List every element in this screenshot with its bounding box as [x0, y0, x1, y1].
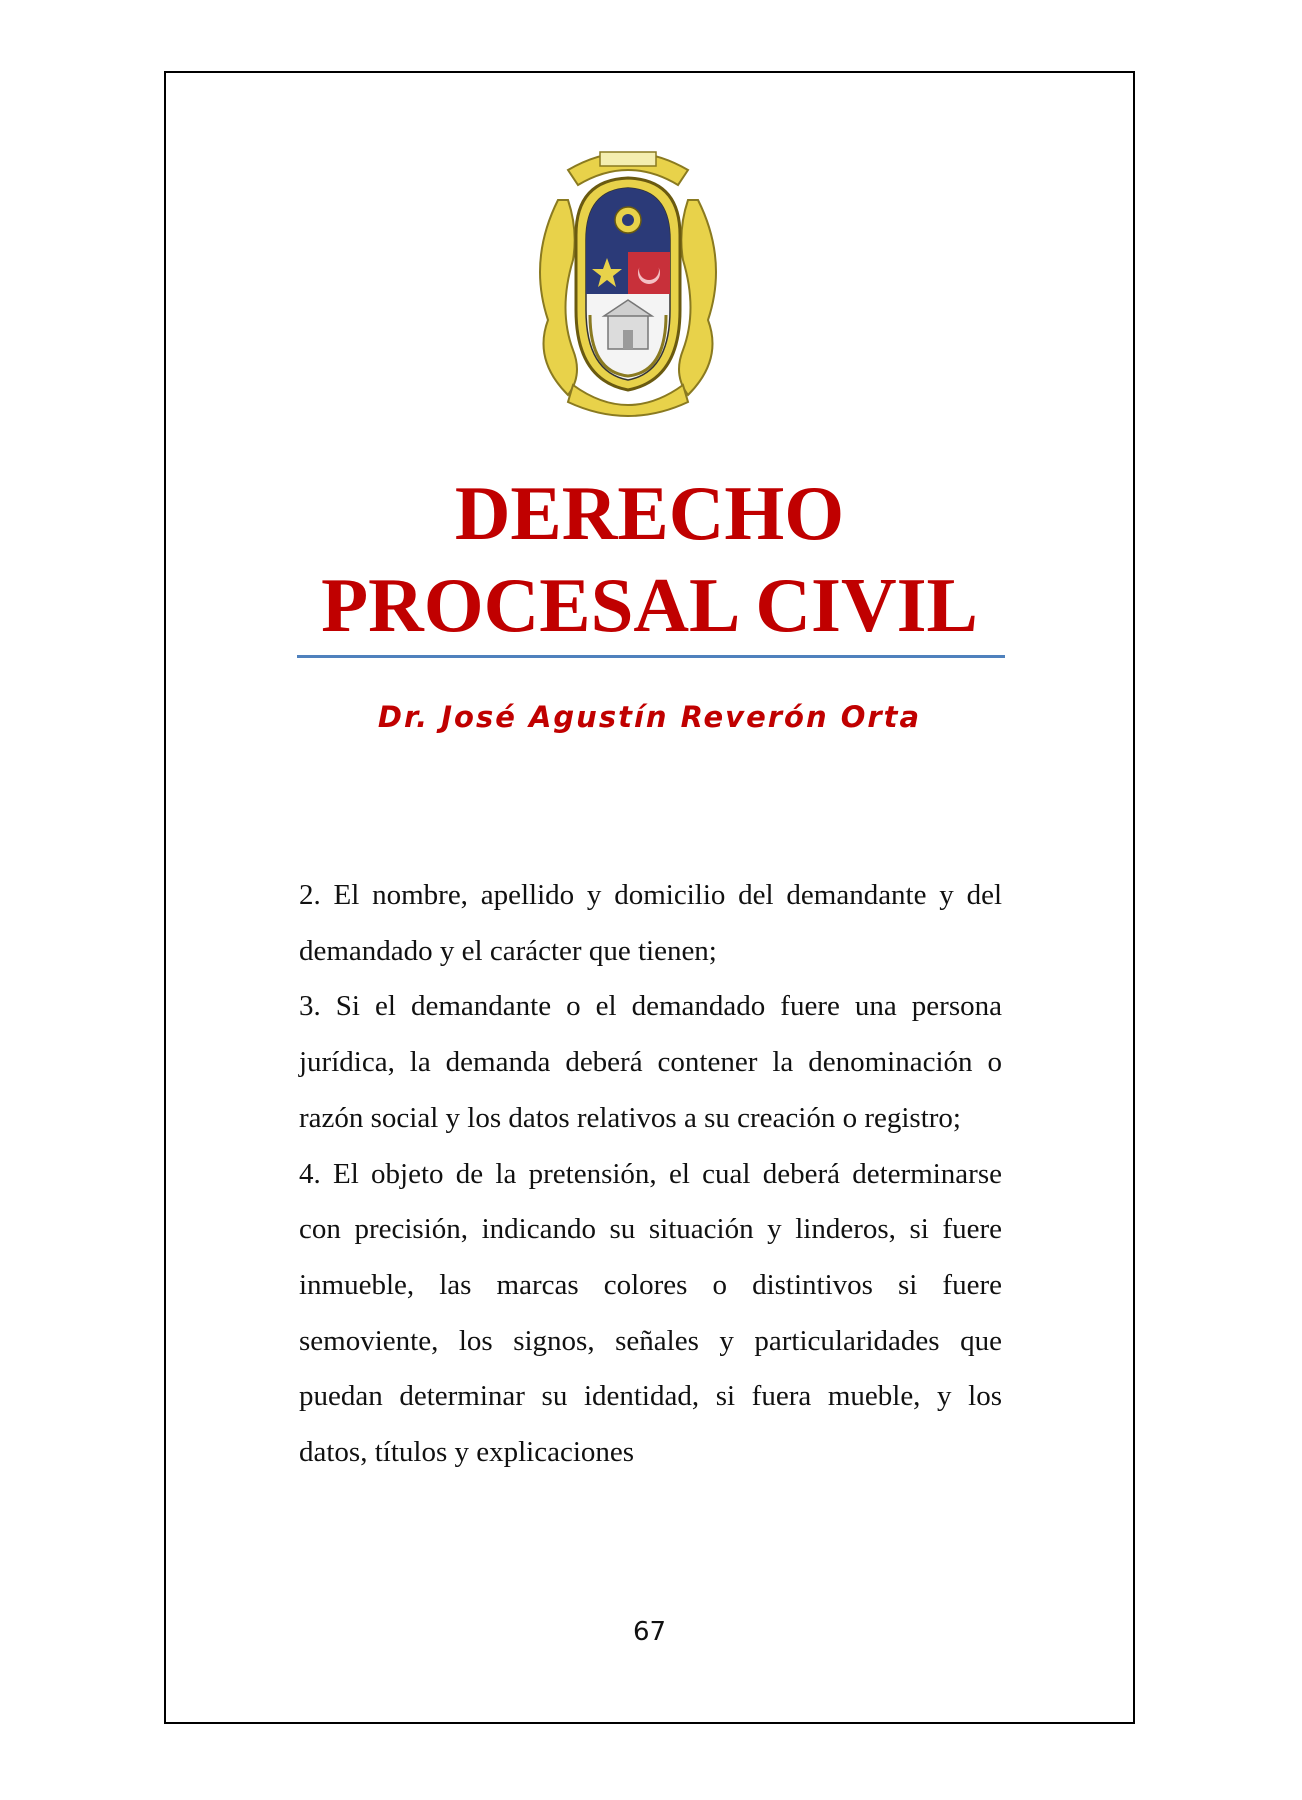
body-text — [299, 868, 1002, 1481]
paragraph-item-3: 3. Si el demandante o el demandado fuere una persona jurídica, la demanda deberá contener la denominación o razón social y los datos relativos a su creación o registro; — [299, 990, 1002, 1134]
coat-of-arms-icon — [528, 140, 728, 420]
title-line-2: PROCESAL CIVIL — [321, 562, 978, 648]
paragraph-item-4: 4. El objeto de la pretensión, el cual deberá determinarse con precisión, indicando su situación y linderos, si fuere inmueble, las marcas colores o distintivos si fuere semoviente, los signos, señales y particularidades que puedan determinar su identidad, si fuera mueble, y los datos, títulos y explicaciones — [299, 1157, 1002, 1469]
author-name: Dr. José Agustín Reverón Orta — [377, 700, 922, 734]
document-title — [164, 467, 1135, 651]
title-line-1: DERECHO — [454, 470, 845, 556]
title-divider — [297, 655, 1005, 658]
paragraph-item-2: 2. El nombre, apellido y domicilio del demandante y del demandado y el carácter que tienen; — [299, 879, 1002, 967]
page-number: 67 — [632, 1617, 667, 1647]
